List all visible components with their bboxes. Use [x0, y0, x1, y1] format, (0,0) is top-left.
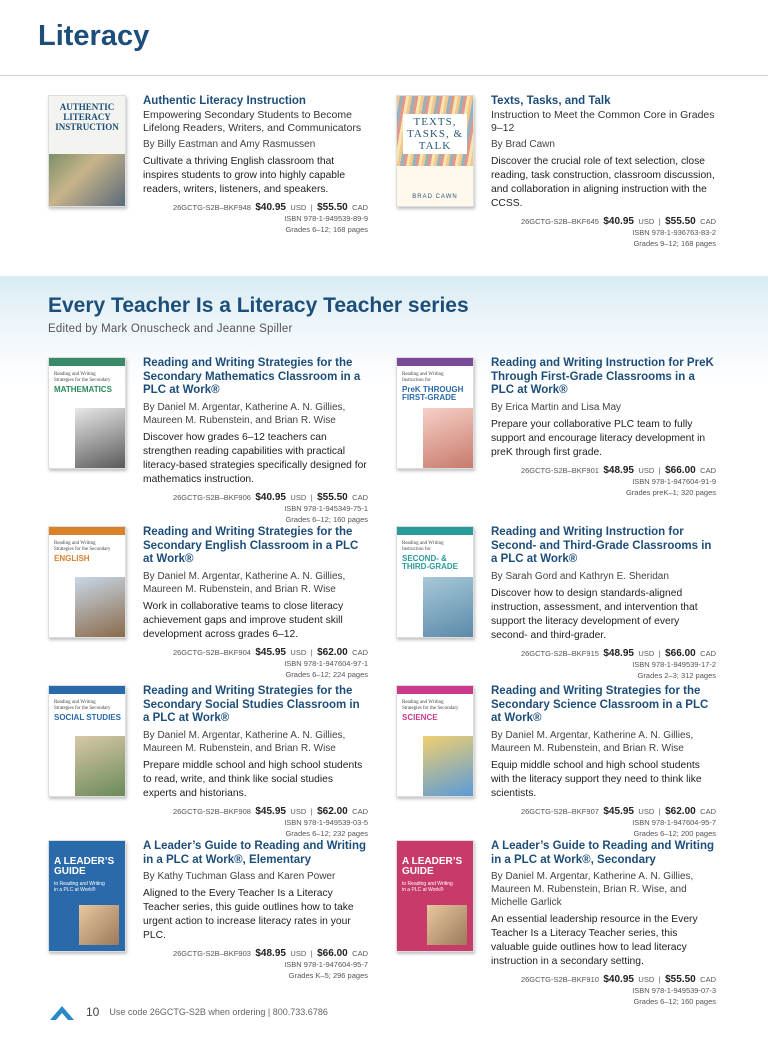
price-usd: $45.95 — [603, 805, 634, 817]
book-authors: By Brad Cawn — [491, 138, 555, 150]
usd-label: USD — [290, 202, 307, 212]
book-title[interactable]: Reading and Writing Strategies for the Secondary Mathematics Classroom in a PLC at Work® — [143, 357, 361, 396]
order-code: 26GCTG-S2B–BKF910 — [520, 975, 599, 984]
price-cad: $62.00 — [317, 646, 348, 658]
order-info — [491, 804, 716, 839]
book-cover[interactable] — [48, 685, 126, 797]
book-authors: By Daniel M. Argentar, Katherine A. N. Gillies, Maureen M. Rubenstein, and Brian R. Wise — [491, 729, 694, 754]
order-info — [143, 804, 368, 839]
cover-title: ENGLISH — [54, 554, 90, 563]
isbn: ISBN 978-1-945349-75-1 — [284, 503, 368, 513]
cover-series-label: Reading and Writing Strategies for the Secondary — [54, 700, 111, 711]
order-info — [491, 463, 716, 498]
book-authors: By Daniel M. Argentar, Katherine A. N. Gillies, Maureen M. Rubenstein, and Brian R. Wise — [143, 570, 346, 595]
order-info — [143, 946, 368, 981]
price-cad: $66.00 — [665, 464, 696, 476]
page-title: Literacy — [38, 20, 150, 52]
book-description: Cultivate a thriving English classroom that inspires students to grow into highly capable readers, writers, listeners, and speakers. — [143, 155, 346, 195]
cover-image — [75, 408, 125, 468]
cad-label: CAD — [352, 949, 368, 958]
book-description: Prepare your collaborative PLC team to fully support and encourage literacy development in preK through first grade. — [491, 418, 706, 458]
book-title[interactable]: Reading and Writing Strategies for the Secondary English Classroom in a PLC at Work® — [143, 526, 359, 565]
cover-title: A LEADER’S GUIDE — [402, 856, 463, 877]
usd-label: USD — [290, 647, 307, 657]
book-description: Aligned to the Every Teacher Is a Literacy Teacher series, this guide outlines how to take urgent action to increase literacy rates in your PLC. — [143, 888, 354, 941]
separator: | — [658, 465, 661, 475]
grades-pages: Grades 6–12; 160 pages — [633, 997, 716, 1006]
book-cover[interactable] — [48, 526, 126, 638]
isbn: ISBN 978-1-947604-95-7 — [632, 817, 716, 827]
isbn: ISBN 978-1-947604-95-7 — [284, 960, 368, 969]
cover-image — [423, 408, 473, 468]
publisher-logo-icon — [50, 1004, 74, 1020]
price-cad: $62.00 — [665, 805, 696, 817]
header-divider — [0, 75, 768, 76]
grades-pages: Grades 6–12; 232 pages — [285, 828, 368, 838]
cover-band — [397, 686, 473, 694]
cad-label: CAD — [352, 492, 368, 502]
separator: | — [658, 806, 661, 816]
grades-pages: Grades 9–12; 168 pages — [633, 238, 716, 248]
usd-label: USD — [638, 806, 655, 816]
order-code: 26GCTG-S2B–BKF645 — [520, 216, 599, 226]
price-usd: $40.95 — [603, 974, 634, 985]
price-cad: $62.00 — [317, 805, 348, 817]
book-description: Work in collaborative teams to close literacy achievement gaps and improve student skill development across grades 6–12. — [143, 600, 344, 640]
cover-series-label: Reading and Writing Instruction for — [402, 372, 444, 383]
price-usd: $40.95 — [255, 491, 286, 503]
separator: | — [310, 949, 313, 958]
book-authors: By Billy Eastman and Amy Rasmussen — [143, 138, 316, 150]
usd-label: USD — [290, 492, 307, 502]
separator: | — [310, 492, 313, 502]
series-editors: Edited by Mark Onuscheck and Jeanne Spiller — [48, 323, 293, 335]
cad-label: CAD — [352, 202, 368, 212]
book-authors: By Sarah Gord and Kathryn E. Sheridan — [491, 570, 669, 582]
book-title[interactable]: Texts, Tasks, and Talk — [491, 95, 611, 107]
grades-pages: Grades 2–3; 312 pages — [637, 670, 716, 680]
cover-image — [423, 736, 473, 796]
book-cover[interactable] — [48, 95, 126, 207]
cover-series-label: Reading and Writing Strategies for the Secondary — [402, 700, 459, 711]
isbn: ISBN 978-1-947604-97-1 — [284, 658, 368, 668]
cad-label: CAD — [700, 216, 716, 226]
cover-title: TEXTS, TASKS, & TALK — [403, 114, 467, 154]
isbn: ISBN 978-1-936763-83-2 — [632, 227, 716, 237]
isbn: ISBN 978-1-949539-03-5 — [284, 817, 368, 827]
book-cover[interactable] — [396, 95, 474, 207]
price-cad: $55.50 — [317, 201, 348, 213]
book-cover[interactable] — [396, 685, 474, 797]
book-cover[interactable] — [48, 357, 126, 469]
order-code: 26GCTG-S2B–BKF903 — [172, 949, 251, 958]
cad-label: CAD — [700, 648, 716, 658]
separator: | — [658, 216, 661, 226]
book-description: Discover how grades 6–12 teachers can strengthen reading capabilities with practical literacy-based strategies specifically designed for mathematics instruction. — [143, 431, 367, 485]
order-info — [491, 214, 716, 249]
cover-title: SECOND- & THIRD-GRADE — [402, 554, 458, 571]
separator: | — [310, 647, 313, 657]
page-number: 10 — [86, 1005, 100, 1019]
usd-label: USD — [638, 648, 655, 658]
cover-title: MATHEMATICS — [54, 385, 112, 394]
cover-band — [397, 358, 473, 366]
order-info — [143, 490, 368, 525]
separator: | — [310, 202, 313, 212]
price-usd: $45.95 — [255, 646, 286, 658]
price-cad: $55.50 — [665, 974, 696, 985]
cover-subtitle: to Reading and Writing in a PLC at Work® — [54, 881, 105, 893]
isbn: ISBN 978-1-949539-89-9 — [284, 213, 368, 223]
cover-image — [49, 154, 125, 206]
cover-image — [79, 905, 119, 945]
usd-label: USD — [638, 465, 655, 475]
order-code: 26GCTG-S2B–BKF948 — [172, 202, 251, 212]
cover-image — [75, 736, 125, 796]
series-title: Every Teacher Is a Literacy Teacher series — [48, 294, 469, 317]
price-usd: $48.95 — [255, 948, 286, 959]
cover-author: BRAD CAWN — [412, 194, 458, 200]
grades-pages: Grades preK–1; 320 pages — [625, 487, 716, 497]
book-description: Prepare middle school and high school students to read, write, and think like social studies experts and historians. — [143, 759, 363, 799]
order-code: 26GCTG-S2B–BKF908 — [172, 806, 251, 816]
cover-title: SCIENCE — [402, 713, 438, 722]
cover-band — [49, 527, 125, 535]
cover-band — [49, 686, 125, 694]
price-usd: $48.95 — [603, 464, 634, 476]
price-cad: $55.50 — [665, 215, 696, 227]
cover-image — [423, 577, 473, 637]
page-footer — [50, 1004, 328, 1020]
book-authors: By Daniel M. Argentar, Katherine A. N. Gillies, Maureen M. Rubenstein, Brian R. Wise, and Michelle Garlick — [491, 871, 694, 908]
cover-image — [427, 905, 467, 945]
separator: | — [658, 975, 661, 984]
book-subtitle: Instruction to Meet the Common Core in Grades 9–12 — [491, 108, 715, 134]
grades-pages: Grades 6–12; 200 pages — [633, 828, 716, 838]
price-usd: $40.95 — [255, 201, 286, 213]
cover-subtitle: to Reading and Writing in a PLC at Work® — [402, 881, 453, 893]
cover-title: SOCIAL STUDIES — [54, 713, 121, 722]
isbn: ISBN 978-1-947604-91-9 — [632, 476, 716, 486]
grades-pages: Grades K–5; 296 pages — [288, 971, 368, 980]
cover-series-label: Reading and Writing Instruction for — [402, 541, 444, 552]
book-title[interactable]: A Leader’s Guide to Reading and Writing in a PLC at Work®, Elementary — [143, 840, 366, 866]
order-code: 26GCTG-S2B–BKF901 — [520, 465, 599, 475]
grades-pages: Grades 6–12; 168 pages — [285, 224, 368, 234]
book-description: Equip middle school and high school students with the literacy support they need to think like scientists. — [491, 759, 702, 799]
grades-pages: Grades 6–12; 224 pages — [285, 669, 368, 679]
book-subtitle: Empowering Secondary Students to Become Lifelong Readers, Writers, and Communicators — [143, 108, 362, 134]
order-info — [143, 200, 368, 235]
price-usd: $40.95 — [603, 215, 634, 227]
cover-series-label: Reading and Writing Strategies for the Secondary — [54, 541, 111, 552]
book-cover[interactable] — [396, 840, 474, 952]
cover-band — [397, 527, 473, 535]
usd-label: USD — [638, 216, 655, 226]
isbn: ISBN 978-1-949539-07-3 — [632, 986, 716, 995]
book-cover[interactable] — [396, 357, 474, 469]
book-authors: By Daniel M. Argentar, Katherine A. N. Gillies, Maureen M. Rubenstein, and Brian R. Wise — [143, 729, 346, 754]
order-note: Use code 26GCTG-S2B when ordering | 800.733.6786 — [109, 1007, 328, 1017]
grades-pages: Grades 6–12; 160 pages — [285, 514, 368, 524]
book-title[interactable]: A Leader’s Guide to Reading and Writing in a PLC at Work®, Secondary — [491, 840, 714, 866]
price-cad: $55.50 — [317, 491, 348, 503]
cover-title: PreK THROUGH FIRST-GRADE — [402, 385, 464, 402]
book-cover[interactable] — [48, 840, 126, 952]
usd-label: USD — [290, 806, 307, 816]
cover-image — [75, 577, 125, 637]
order-code: 26GCTG-S2B–BKF915 — [520, 648, 599, 658]
usd-label: USD — [638, 975, 655, 984]
book-title[interactable]: Authentic Literacy Instruction — [143, 95, 306, 107]
book-authors: By Kathy Tuchman Glass and Karen Power — [143, 871, 336, 882]
cover-series-label: Reading and Writing Strategies for the Secondary — [54, 372, 111, 383]
separator: | — [310, 806, 313, 816]
usd-label: USD — [290, 949, 307, 958]
book-title[interactable]: Reading and Writing Strategies for the Secondary Science Classroom in a PLC at Work® — [491, 685, 709, 724]
price-usd: $45.95 — [255, 805, 286, 817]
book-description: Discover how to design standards-aligned instruction, assessment, and intervention that support the literacy development of every second- and third-grader. — [491, 587, 698, 641]
order-code: 26GCTG-S2B–BKF904 — [172, 647, 251, 657]
cad-label: CAD — [352, 647, 368, 657]
order-info — [491, 646, 716, 681]
book-authors: By Daniel M. Argentar, Katherine A. N. Gillies, Maureen M. Rubenstein, and Brian R. Wise — [143, 401, 346, 426]
price-usd: $48.95 — [603, 647, 634, 659]
book-title[interactable]: Reading and Writing Instruction for PreK Through First-Grade Classrooms in a PLC at Work® — [491, 357, 714, 396]
order-code: 26GCTG-S2B–BKF906 — [172, 492, 251, 502]
cad-label: CAD — [700, 465, 716, 475]
isbn: ISBN 978-1-949539-17-2 — [632, 659, 716, 669]
cad-label: CAD — [700, 975, 716, 984]
book-cover[interactable] — [396, 526, 474, 638]
cad-label: CAD — [700, 806, 716, 816]
book-title[interactable]: Reading and Writing Strategies for the Secondary Social Studies Classroom in a PLC at Work® — [143, 685, 360, 724]
cover-band — [49, 358, 125, 366]
book-title[interactable]: Reading and Writing Instruction for Second- and Third-Grade Classrooms in a PLC at Work® — [491, 526, 712, 565]
cad-label: CAD — [352, 806, 368, 816]
price-cad: $66.00 — [317, 948, 348, 959]
cover-title: AUTHENTIC LITERACY INSTRUCTION — [55, 102, 119, 132]
book-authors: By Erica Martin and Lisa May — [491, 401, 622, 413]
book-description: Discover the crucial role of text selection, close reading, task construction, classroom discussion, and collaboration in aligning instruction with the CCSS. — [491, 155, 715, 209]
cover-title: A LEADER’S GUIDE — [54, 856, 115, 877]
order-code: 26GCTG-S2B–BKF907 — [520, 806, 599, 816]
order-info — [491, 972, 716, 1007]
order-info — [143, 645, 368, 680]
book-description: An essential leadership resource in the Every Teacher Is a Literacy Teacher series, this valuable guide outlines how to lead literacy instruction in a secondary setting. — [491, 914, 698, 967]
separator: | — [658, 648, 661, 658]
price-cad: $66.00 — [665, 647, 696, 659]
